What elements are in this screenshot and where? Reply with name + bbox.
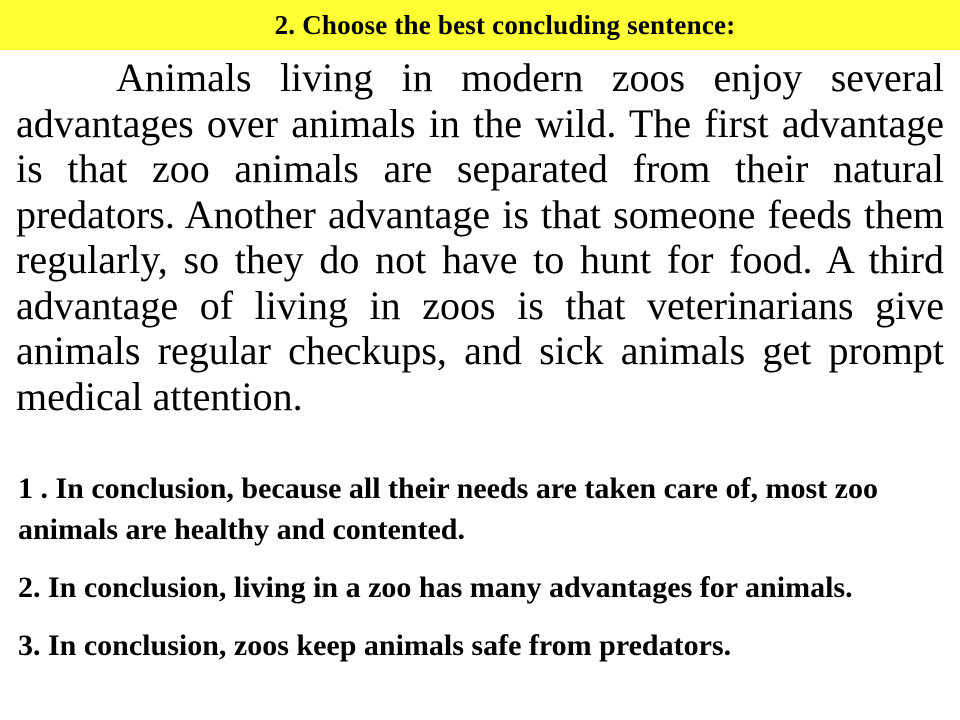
answer-option-3[interactable]: 3. In conclusion, zoos keep animals safe from predators. xyxy=(18,629,732,662)
answer-options xyxy=(18,468,948,683)
question-title-bar xyxy=(0,0,960,50)
answer-option-1[interactable]: 1 . In conclusion, because all their needs are taken care of, most zoo animals are healthy and contented. xyxy=(18,472,878,546)
answer-option-2[interactable]: 2. In conclusion, living in a zoo has many advantages for animals. xyxy=(18,571,853,604)
question-title: 2. Choose the best concluding sentence: xyxy=(274,9,736,40)
passage-paragraph: Animals living in modern zoos enjoy several advantages over animals in the wild. The first advantage is that zoo animals are separated from their natural predators. Another advantage is that someone feeds them regularly, so they do not have to hunt for food. A third advantage of living in zoos is that veterinarians give animals regular checkups, and sick animals get prompt medical attention. xyxy=(16,55,944,419)
